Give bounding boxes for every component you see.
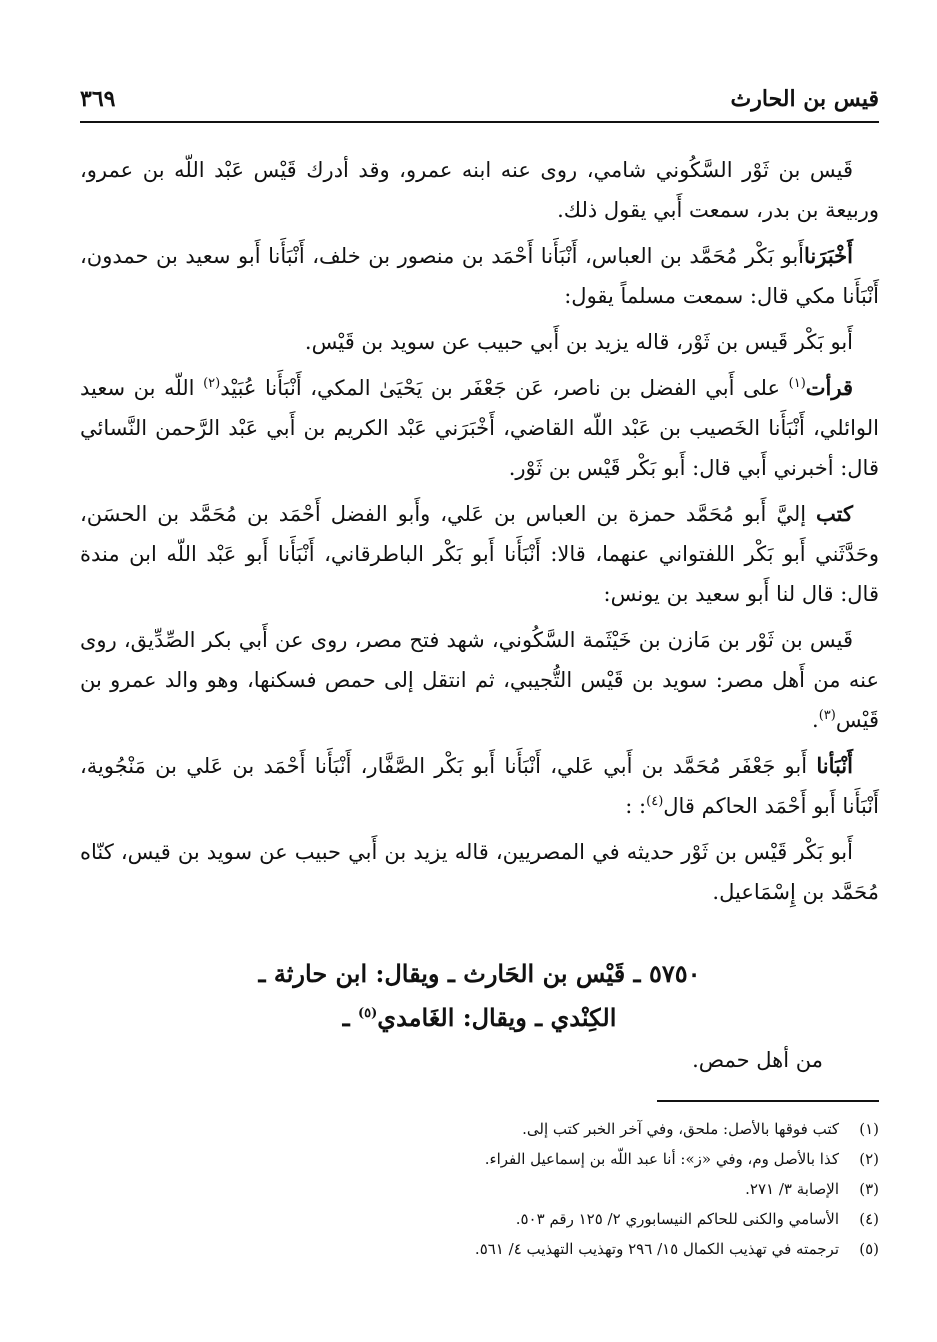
entry-text — [80, 1040, 879, 1086]
footnote-rule — [657, 1100, 879, 1102]
entry-heading — [80, 952, 879, 1040]
page-number: ٣٦٩ — [80, 86, 116, 112]
footnote-ref: (٥) — [358, 1006, 378, 1021]
isnad-lead-word: قرأت — [805, 375, 853, 400]
footnote-item — [80, 1234, 879, 1264]
footnote-ref: (١) — [788, 376, 806, 391]
footnote-number: (٢) — [859, 1150, 879, 1168]
body-paragraph: أَخْبَرَناأَبو بَكْر مُحَمَّد بن العباس، أَنْبَأَنا أَحْمَد بن منصور بن خلف، أَنْبَأَنا أَبو سعيد بن حمدون، أَنْبَأَنا مكي قال: سمعت مسلماً يقول: — [80, 243, 879, 308]
header-rule — [80, 121, 879, 123]
entry-heading-line-1: ٥٧٥٠ ـ قَيْس بن الحَارث ـ ويقال: ابن حارثة ـ — [258, 959, 701, 988]
entry-heading-line-2-tail: ـ — [342, 1003, 358, 1032]
footnote-text: الإصابة ٣/ ٢٧١. — [745, 1180, 839, 1198]
footnote-number: (٤) — [859, 1210, 879, 1228]
footnote-ref: (٤) — [646, 794, 664, 809]
footnote-item — [80, 1204, 879, 1234]
footnote-ref: (٢) — [203, 376, 221, 391]
footnote-item — [80, 1144, 879, 1174]
body-paragraph: قَيس بن ثَوْر بن مَازن بن خَيْثَمة السَّكُوني، شهد فتح مصر، روى عن أَبي بكر الصِّدِّيق، روى عنه من أَهل مصر: سويد بن قَيْس التُّجيبي، ثم انتقل إلى حمص فسكنها، وهو والد عمرو بن قَيْس$^{(٣)}$. — [80, 628, 879, 732]
body-paragraph: كتب إليَّ أَبو مُحَمَّد حمزة بن العباس بن عَلي، وأَبو الفضل أَحْمَد بن مُحَمَّد بن الحسَن، وحَدَّثَني أَبو بَكْر اللفتواني عنهما، قالا: أَنْبَأَنا أَبو بَكْر الباطرقاني، أَنْبَأَنا أَبو عَبْد اللّه ابن مندة قال: قال لنا أَبو سعيد بن يونس: — [80, 501, 879, 606]
page-header — [80, 78, 879, 112]
isnad-lead-word: أَخْبَرَنا — [804, 243, 853, 268]
entry-heading-line-2-text: الكِنْدي ـ ويقال: الغَامدي — [377, 1003, 617, 1032]
entry-heading-line-2 — [80, 996, 879, 1040]
footnote-number: (١) — [859, 1120, 879, 1138]
footnote-item — [80, 1174, 879, 1204]
footnote-item — [80, 1114, 879, 1144]
footnote-number: (٥) — [859, 1240, 879, 1258]
isnad-lead-word: أَنْبَأنا — [816, 753, 853, 778]
footnote-text: ترجمته في تهذيب الكمال ١٥/ ٢٩٦ وتهذيب التهذيب ٤/ ٥٦١. — [474, 1240, 839, 1258]
footnote-ref: (٣) — [818, 708, 836, 723]
footnote-number: (٣) — [859, 1180, 879, 1198]
body-paragraph: أَبو بَكْر قَيْس بن ثَوْر حديثه في المصريين، قاله يزيد بن أَبي حبيب عن سويد بن قيس، كنّاه مُحَمَّد بن إِسْمَاعيل. — [80, 840, 879, 904]
body-paragraph: أَبو بَكْر قَيس بن ثَوْر، قاله يزيد بن أَبي حبيب عن سويد بن قَيْس. — [304, 330, 853, 354]
footnote-text: كذا بالأصل وم، وفي «ز»: أنا عبد اللّه بن إسماعيل الفراء. — [484, 1150, 839, 1168]
entry-paragraph: من أهل حمص. — [692, 1048, 823, 1072]
body-paragraph: قَيس بن ثَوْر السَّكُوني شامي، روى عنه ابنه عمرو، وقد أدرك قَيْس عَبْد اللّه بن عمرو، وربيعة بن بدر، سمعت أَبي يقول ذلك. — [80, 158, 879, 222]
footnote-text: الأسامي والكنى للحاكم النيسابوري ٢/ ١٢٥ رقم ٥٠٣. — [515, 1210, 839, 1228]
footnotes — [80, 1114, 879, 1264]
running-title: قيس بن الحارث — [730, 86, 879, 112]
isnad-lead-word: كتب — [816, 501, 853, 526]
body-paragraph: أَنْبَأنا أَبو جَعْفَر مُحَمَّد بن أَبي عَلي، أَنْبَأَنا أَبو بَكْر الصَّفَّار، أَنْبَأَنا أَحْمَد بن عَلي بن مَنْجُوية، أَنْبَأَنا أَبو أَحْمَد الحاكم قال$^{(٤)}$: : — [80, 753, 879, 818]
main-text — [80, 150, 879, 918]
footnote-text: كتب فوقها بالأصل: ملحق، وفي آخر الخبر كتب إلى. — [522, 1120, 839, 1138]
body-paragraph: قرأت$^{(١)}$ على أَبي الفضل بن ناصر، عَن جَعْفَر بن يَحْيَىٰ المكي، أَنْبَأَنا عُبَيْد$^{(٢)}$ اللّه بن سعيد الوائلي، أَنْبَأَنا الخَصيب بن عَبْد اللّه القاضي، أَخْبَرَني عَبْد الكريم بن أَبي عَبْد الرَّحمن النَّسائي قال: أخبرني أَبي قال: أَبو بَكْر قَيْس بن ثَوْر. — [80, 375, 879, 480]
